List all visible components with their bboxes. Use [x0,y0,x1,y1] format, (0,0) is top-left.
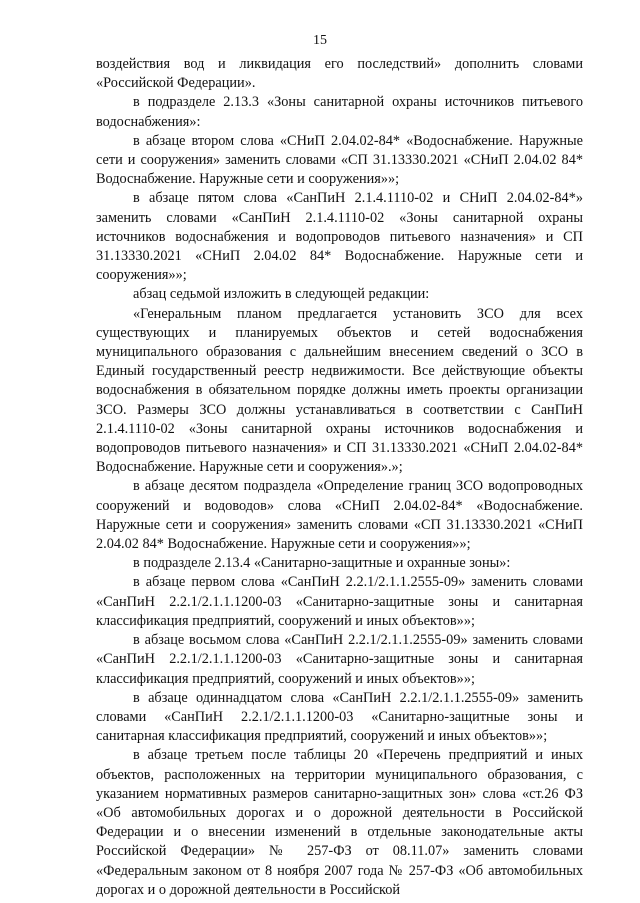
page-number: 15 [313,33,327,48]
paragraph-12: в абзаце третьем после таблицы 20 «Перечень предприятий и иных объектов, расположенных на территории муниципального образования, с указанием нормативных размеров санитарно-защитных зон» слова «ст.26 ФЗ «Об автомобильных дорогах и о дорожной деятельности в Российской Федерации и о внесении изменений в отдельные законодательные акты Российской Федерации» № 257-ФЗ от 08.11.07» заменить словами «Федеральным законом от 8 ноября 2007 года № 257-ФЗ «Об автомобильных дорогах и о дорожной деятельности в Российской [96,747,583,898]
paragraph-6: «Генеральным планом предлагается установить ЗСО для всех существующих и планируемых объектов и сетей водоснабжения муниципального образования с дальнейшим внесением сведений о ЗСО в Единый государственный реестр недвижимости. Все действующие объекты водоснабжения в обязательном порядке должны иметь проекты организации ЗСО. Размеры ЗСО должны устанавливаться в соответствии с СанПиН 2.1.4.1110-02 «Зоны санитарной охраны источников водоснабжения и водопроводов питьевого назначения» и СП 31.13330.2021 «СНиП 2.04.02-84* Водоснабжение. Наружные сети и сооружения».»; [96,305,583,476]
paragraph-8: в подразделе 2.13.4 «Санитарно-защитные и охранные зоны»: [133,555,511,572]
paragraph-3: в абзаце втором слова «СНиП 2.04.02-84* «Водоснабжение. Наружные сети и сооружения» заменить словами «СП 31.13330.2021 «СНиП 2.04.02 84* Водоснабжение. Наружные сети и сооружения»»; [96,132,583,188]
paragraph-9: в абзаце первом слова «СанПиН 2.2.1/2.1.1.2555-09» заменить словами «СанПиН 2.2.1/2.1.1.1200-03 «Санитарно-защитные зоны и санитарная классификация предприятий, сооружений и иных объектов»»; [96,574,583,629]
document-body [96,55,583,900]
paragraph-7: в абзаце десятом подраздела «Определение границ ЗСО водопроводных сооружений и водоводов» слова «СНиП 2.04.02-84* «Водоснабжение. Наружные сети и сооружения» заменить словами «СП 31.13330.2021 «СНиП 2.04.02 84* Водоснабжение. Наружные сети и сооружения»»; [96,478,583,553]
paragraph-11: в абзаце одиннадцатом слова «СанПиН 2.2.1/2.1.1.2555-09» заменить словами «СанПиН 2.2.1/2.1.1.1200-03 «Санитарно-защитные зоны и санитарная классификация предприятий, сооружений и иных объектов»»; [96,689,583,745]
paragraph-5: абзац седьмой изложить в следующей редакции: [133,286,430,303]
paragraph-2: в подразделе 2.13.3 «Зоны санитарной охраны источников питьевого водоснабжения»: [96,94,583,130]
paragraph-1: воздействия вод и ликвидация его последствий» дополнить словами «Российской Федерации». [96,56,583,92]
paragraph-10: в абзаце восьмом слова «СанПиН 2.2.1/2.1.1.2555-09» заменить словами «СанПиН 2.2.1/2.1.1.1200-03 «Санитарно-защитные зоны и санитарная классификация предприятий, сооружений и иных объектов»»; [96,632,583,687]
paragraph-4: в абзаце пятом слова «СанПиН 2.1.4.1110-02 и СНиП 2.04.02-84*» заменить словами «СанПиН 2.1.4.1110-02 «Зоны санитарной охраны источников водоснабжения и водопроводов питьевого назначения» и СП 31.13330.2021 «СНиП 2.04.02 84* Водоснабжение. Наружные сети и сооружения»»; [96,190,583,284]
